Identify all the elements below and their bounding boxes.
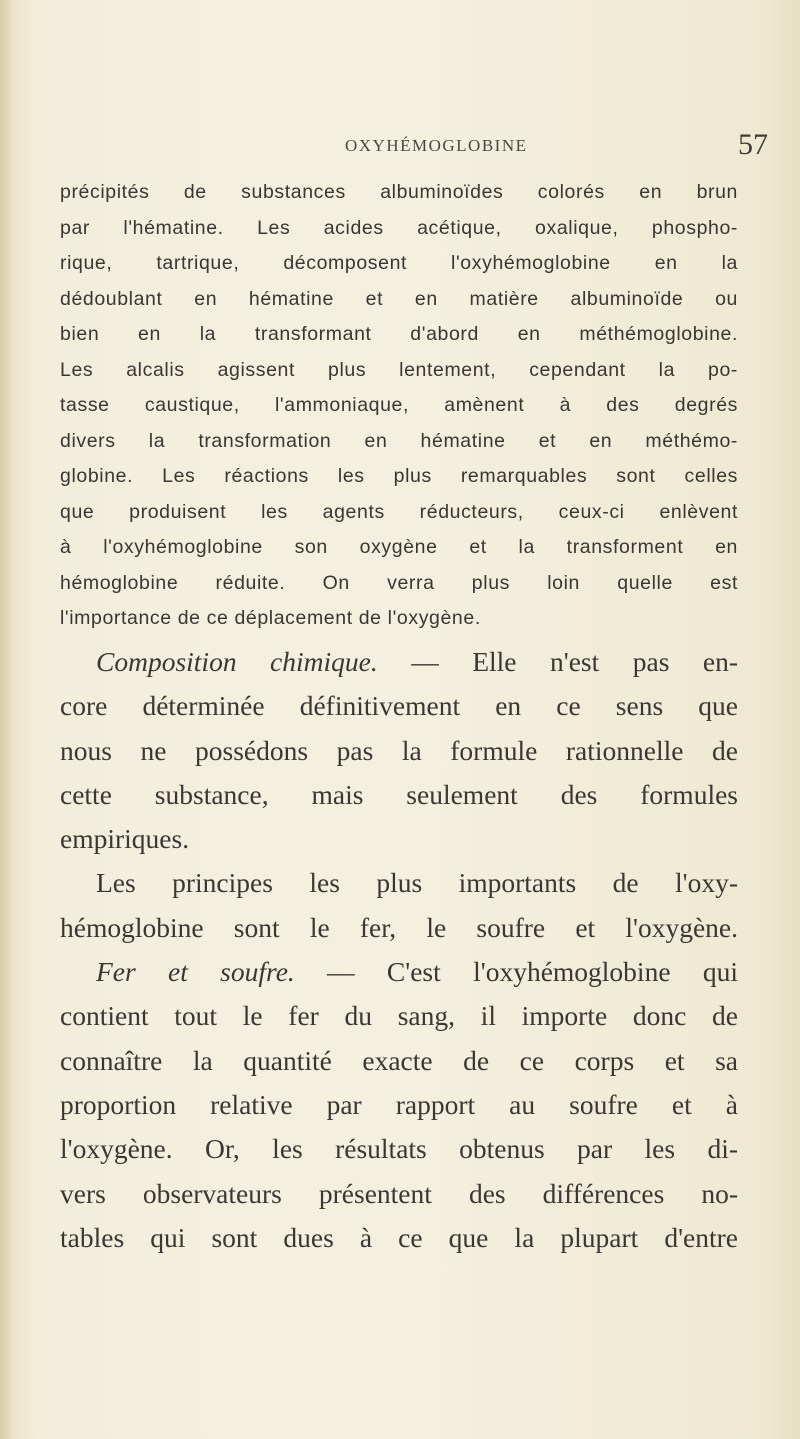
text-line: l'oxygène. Or, les résultats obtenus par les di- bbox=[60, 1133, 738, 1165]
text-line: précipités de substances albuminoïdes colorés en brun bbox=[60, 181, 738, 203]
text-line: hémoglobine réduite. On verra plus loin quelle est bbox=[60, 571, 738, 594]
text-line: Les alcalis agissent plus lentement, cependant la po- bbox=[60, 358, 738, 381]
text-line: proportion relative par rapport au soufre et à bbox=[60, 1088, 738, 1120]
text-line: globine. Les réactions les plus remarquables sont celles bbox=[60, 465, 738, 487]
text-line: par l'hématine. Les acides acétique, oxalique, phospho- bbox=[60, 216, 738, 239]
section-heading-composition: Composition chimique. bbox=[96, 646, 378, 677]
paragraph-composition bbox=[60, 640, 738, 1260]
text-fragment: — Elle n'est pas en- bbox=[377, 646, 738, 677]
text-line: connaître la quantité exacte de ce corps et sa bbox=[60, 1044, 738, 1076]
text-line: hémoglobine sont le fer, le soufre et l'oxygène. bbox=[60, 911, 738, 943]
text-line: tables qui sont dues à ce que la plupart d'entre bbox=[60, 1221, 738, 1253]
text-line: tasse caustique, l'ammoniaque, amènent à des degrés bbox=[60, 394, 738, 416]
text-line: Les principes les plus importants de l'oxy- bbox=[96, 867, 738, 899]
page-number: 57 bbox=[738, 128, 768, 161]
text-line: que produisent les agents réducteurs, ceux-ci enlèvent bbox=[60, 500, 738, 523]
text-line: contient tout le fer du sang, il importe donc de bbox=[60, 1000, 738, 1032]
page-header bbox=[0, 128, 800, 168]
page-gutter-shadow bbox=[0, 0, 14, 1439]
text-line: l'importance de ce déplacement de l'oxygène. bbox=[60, 607, 481, 629]
text-line: dédoublant en hématine et en matière albuminoïde ou bbox=[60, 287, 738, 310]
text-line: rique, tartrique, décomposent l'oxyhémoglobine en la bbox=[60, 252, 738, 274]
text-line: nous ne possédons pas la formule rationnelle de bbox=[60, 734, 738, 766]
text-line: bien en la transformant d'abord en méthémoglobine. bbox=[60, 323, 738, 345]
text-line: divers la transformation en hématine et en méthémo- bbox=[60, 429, 738, 452]
paragraph-reactions bbox=[60, 175, 738, 637]
fer-first-line bbox=[60, 950, 738, 994]
section-heading-fer-soufre: Fer et soufre. bbox=[96, 956, 295, 988]
text-line: vers observateurs présentent des différences no- bbox=[60, 1177, 738, 1209]
text-line: cette substance, mais seulement des formules bbox=[60, 778, 738, 810]
running-title: OXYHÉMOGLOBINE bbox=[345, 136, 528, 155]
text-line: empiriques. bbox=[60, 823, 190, 855]
text-line: à l'oxyhémoglobine son oxygène et la transforment en bbox=[60, 536, 738, 558]
composition-first-line bbox=[60, 640, 738, 684]
text-fragment: — C'est l'oxyhémoglobine qui bbox=[294, 956, 738, 988]
text-line: core déterminée définitivement en ce sens que bbox=[60, 690, 738, 722]
